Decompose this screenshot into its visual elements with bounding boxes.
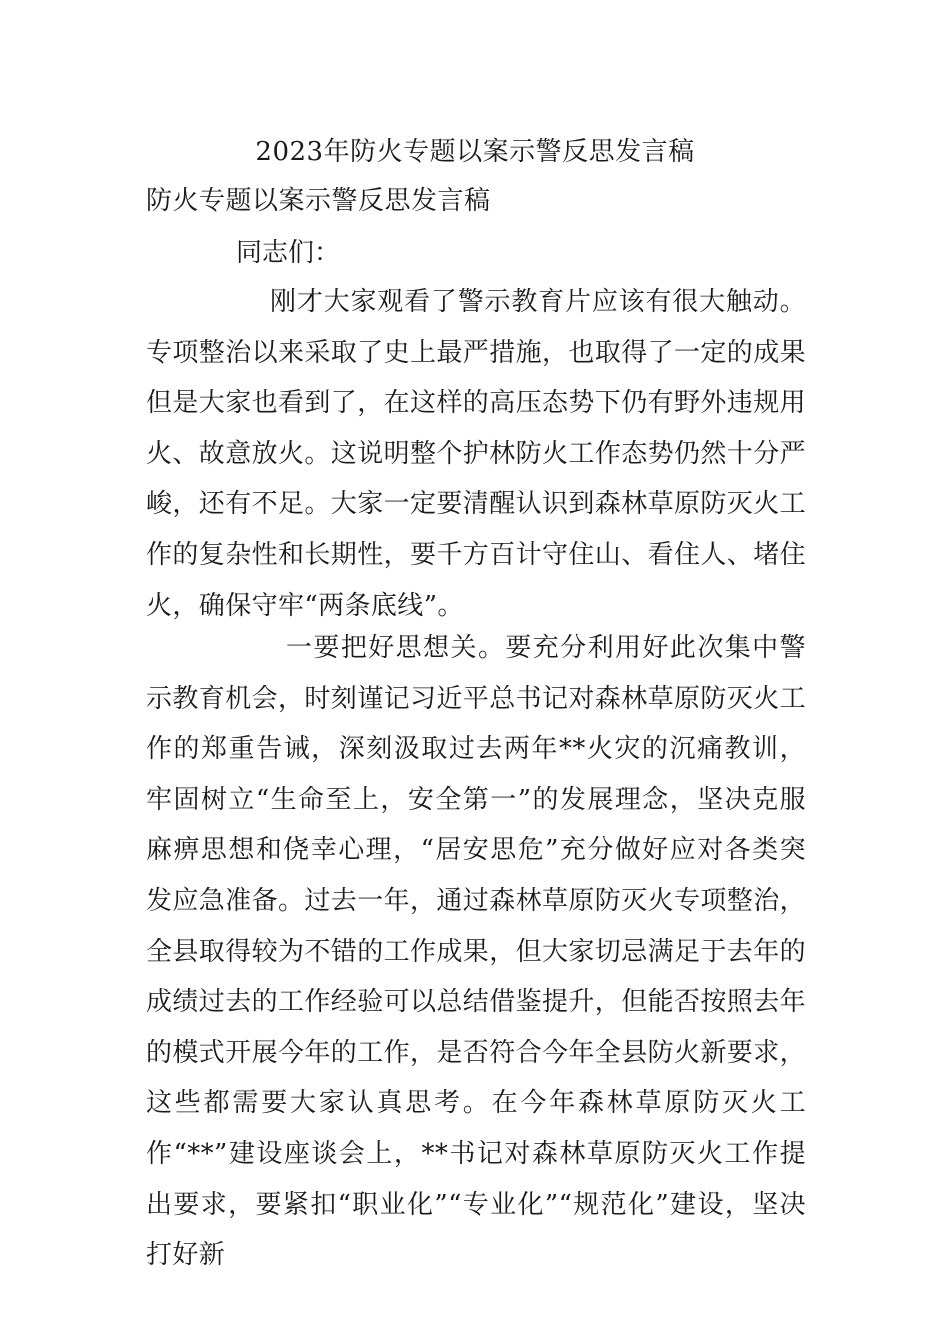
paragraph-1: 刚才大家观看了警示教育片应该有很大触动。专项整治以来采取了史上最严措施，也取得了一定的成果但是大家也看到了，在这样的高压态势下仍有野外违规用火、故意放火。这说明整个护林防火工作态势仍然十分严峻，还有不足。大家一定要清醒认识到森林草原防灭火工作的复杂性和长期性，要千方百计守住山、看住人、堵住火，确保守牢“两条底线”。 xyxy=(146,287,807,621)
document-subtitle: 防火专题以案示警反思发言稿 xyxy=(146,186,491,216)
salutation: 同志们： xyxy=(236,238,341,268)
paragraph-2: 一要把好思想关。要充分利用好此次集中警示教育机会，时刻谨记习近平总书记对森林草原防灭火工作的郑重告诫，深刻汲取过去两年**火灾的沉痛教训，牢固树立“生命至上，安全第一”的发展理念，坚决克服麻痹思想和侥幸心理，“居安思危”充分做好应对各类突发应急准备。过去一年，通过森林草原防灭火专项整治，全县取得较为不错的工作成果，但大家切忌满足于去年的成绩过去的工作经验可以总结借鉴提升，但能否按照去年的模式开展今年的工作，是否符合今年全县防火新要求，这些都需要大家认真思考。在今年森林草原防灭火工作“**”建设座谈会上，**书记对森林草原防灭火工作提出要求，要紧扣“职业化”“专业化”“规范化”建设，坚决打好新 xyxy=(146,633,807,1271)
document-title: 2023年防火专题以案示警反思发言稿 xyxy=(255,137,695,167)
